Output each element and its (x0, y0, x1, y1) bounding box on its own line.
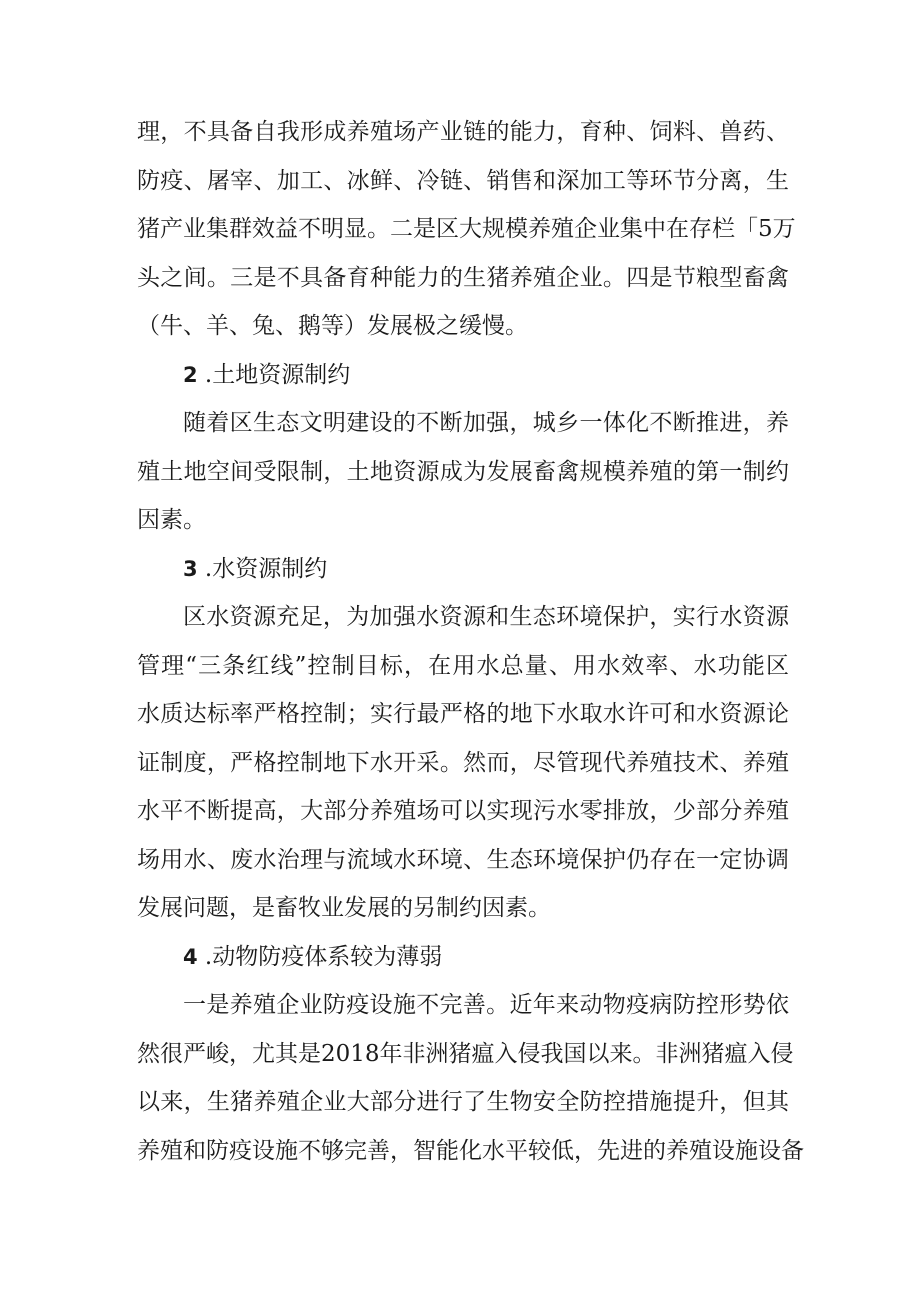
section-heading (137, 933, 789, 982)
section-title: .水资源制约 (197, 555, 328, 582)
text-line: 区水资源充足，为加强水资源和生态环境保护，实行水资源 (183, 604, 789, 630)
section-number: 4 (183, 944, 198, 969)
text-line: 然很严峻，尤其是2018年非洲猪瘟入侵我国以来。非洲猪瘟入侵 (137, 1040, 794, 1067)
text-line: 证制度，严格控制地下水开采。然而，尽管现代养殖技术、养殖 (137, 749, 789, 776)
section-number: 3 (183, 556, 198, 581)
text-line: 水平不断提高，大部分养殖场可以实现污水零排放，少部分养殖 (137, 798, 789, 824)
text-line: 猪产业集群效益不明显。二是区大规模养殖企业集中在存栏「5万 (137, 216, 796, 242)
text-line: （牛、羊、兔、鹅等）发展极之缓慢。 (137, 313, 528, 339)
document-body (137, 108, 804, 1175)
text-line: 防疫、屠宰、加工、冰鲜、冷链、销售和深加工等环节分离，生 (137, 167, 789, 194)
section-heading (137, 545, 789, 594)
text-line: 养殖和防疫设施不够完善，智能化水平较低，先进的养殖设施设备 (137, 1137, 804, 1164)
section-heading (137, 351, 789, 400)
text-line: 水质达标率严格控制；实行最严格的地下水取水许可和水资源论 (137, 701, 789, 727)
section-title: .土地资源制约 (197, 361, 351, 388)
text-line: 头之间。三是不具备育种能力的生猪养殖企业。四是节粮型畜禽 (137, 264, 789, 291)
text-line: 因素。 (137, 507, 206, 533)
text-line: 以来，生猪养殖企业大部分进行了生物安全防控措施提升，但其 (137, 1089, 789, 1115)
section-number: 2 (183, 362, 198, 387)
text-line: 场用水、废水治理与流域水环境、生态环境保护仍存在一定协调 (137, 846, 789, 873)
section-title: .动物防疫体系较为薄弱 (197, 943, 443, 970)
text-line: 理，不具备自我形成养殖场产业链的能力，育种、饲料、兽药、 (137, 119, 789, 145)
text-line: 殖土地空间受限制，土地资源成为发展畜禽规模养殖的第一制约 (137, 458, 789, 485)
text-line: 随着区生态文明建设的不断加强，城乡一体化不断推进，养 (183, 410, 789, 436)
text-line: 管理“三条红线”控制目标，在用水总量、用水效率、水功能区 (137, 652, 789, 679)
text-line: 发展问题，是畜牧业发展的另制约因素。 (137, 895, 551, 921)
text-line: 一是养殖企业防疫设施不完善。近年来动物疫病防控形势依 (183, 992, 789, 1018)
